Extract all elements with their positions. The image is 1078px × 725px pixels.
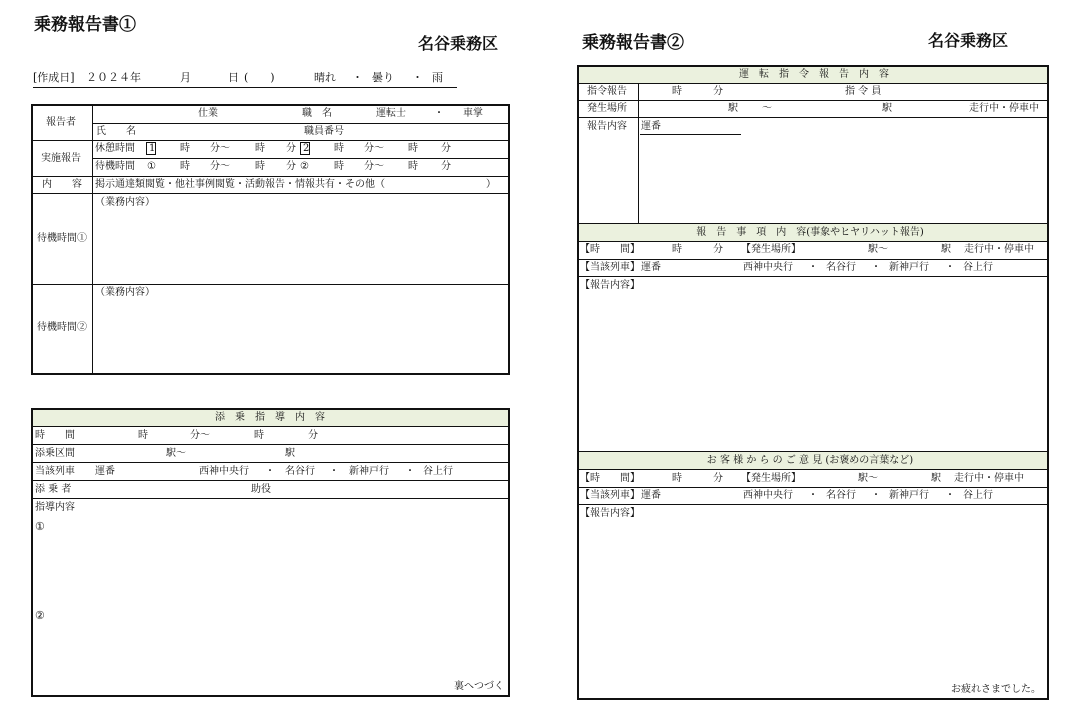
dest-sep: ・ [871, 490, 881, 501]
hour-unit: 時 [408, 143, 418, 154]
minute-unit: 分 [308, 430, 318, 441]
station-unit: 駅 [941, 244, 951, 255]
hour-unit: 時 [255, 143, 265, 154]
dest-sep: ・ [329, 466, 339, 477]
minute-unit: 分 [713, 244, 723, 255]
location-label: 発生場所 [587, 103, 627, 114]
closing-note: お疲れさまでした。 [951, 684, 1041, 695]
dest-seishin[interactable]: 西神中央行 [743, 490, 793, 501]
work-content-2: （業務内容） [95, 287, 155, 298]
shift-label: 仕業 [198, 108, 218, 119]
train-no-label: 運番 [95, 466, 115, 477]
date-label: [作成日] [33, 71, 75, 84]
hour-unit: 時 [334, 143, 344, 154]
hour-unit: 時 [180, 143, 190, 154]
weather-sep: ・ [352, 71, 363, 84]
dest-sep: ・ [871, 262, 881, 273]
command-content-label: 報告内容 [587, 121, 627, 132]
continue-note: 裏へつづく [454, 681, 504, 692]
station-unit: 駅 [728, 103, 738, 114]
station-unit: 駅 [285, 448, 295, 459]
weather-sunny[interactable]: 晴れ [314, 71, 336, 84]
hour-unit: 時 [138, 430, 148, 441]
implementation-label: 実施報告 [41, 153, 81, 164]
dest-tanigami[interactable]: 谷上行 [963, 490, 993, 501]
minute-unit: 分 [286, 161, 296, 172]
opinion-location-label: 【発生場所】 [741, 473, 801, 484]
dest-tanigami[interactable]: 谷上行 [423, 466, 453, 477]
dest-shinkobe[interactable]: 新神戸行 [889, 262, 929, 273]
running-status[interactable]: 走行中・停車中 [954, 473, 1024, 484]
minute-from-unit: 分～ [364, 143, 384, 154]
incident-content-label: 【報告内容】 [580, 280, 640, 291]
station-from-unit: 駅～ [858, 473, 878, 484]
reporter-label: 報告者 [46, 117, 76, 128]
job-label: 職 名 [302, 108, 332, 119]
hour-unit: 時 [254, 430, 264, 441]
dest-seishin[interactable]: 西神中央行 [743, 262, 793, 273]
minute-from-unit: 分～ [364, 161, 384, 172]
standby2-label: 待機時間② [37, 322, 87, 333]
weekday-field[interactable]: ( ) [244, 71, 275, 84]
hour-unit: 時 [672, 473, 682, 484]
header-underline [33, 87, 457, 88]
station-from-unit: 駅～ [868, 244, 888, 255]
opinion-train-label: 【当該列車】 [580, 490, 640, 501]
sheet1-title: 乗務報告書① [34, 15, 136, 35]
escort-time-label: 時 間 [35, 430, 75, 441]
break-num-1: 1 [149, 143, 156, 154]
minute-from-unit: 分～ [210, 161, 230, 172]
job-sep: ・ [434, 108, 444, 119]
minute-unit: 分 [441, 143, 451, 154]
year-field[interactable]: ２０２４年 [86, 71, 141, 84]
report-sheet-2 [577, 65, 1049, 700]
escort-table [31, 408, 510, 697]
escort-title: 添 乗 指 導 内 容 [215, 412, 325, 423]
minute-unit: 分 [441, 161, 451, 172]
sheet2-title: 乗務報告書② [582, 33, 684, 53]
hour-unit: 時 [408, 161, 418, 172]
train-no-label: 運番 [641, 121, 661, 132]
escort-train-label: 当該列車 [35, 466, 75, 477]
opinion-time-label: 【時 間】 [580, 473, 640, 484]
train-no-label: 運番 [641, 490, 661, 501]
weather-sep: ・ [412, 71, 423, 84]
hour-unit: 時 [334, 161, 344, 172]
running-status[interactable]: 走行中・停車中 [969, 103, 1039, 114]
station-from-unit: 駅～ [166, 448, 186, 459]
hour-unit: 時 [672, 86, 682, 97]
tilde: ～ [762, 103, 772, 114]
job-driver-option[interactable]: 運転士 [376, 108, 406, 119]
break-num-2: 2 [303, 143, 310, 154]
weather-cloudy[interactable]: 曇り [372, 71, 394, 84]
month-field[interactable]: 月 [180, 71, 191, 84]
dest-myodani[interactable]: 名谷行 [826, 262, 856, 273]
train-no-label: 運番 [641, 262, 661, 273]
standby-label: 待機時間 [95, 161, 135, 172]
command-title: 運 転 指 令 報 告 内 容 [739, 69, 889, 80]
running-status[interactable]: 走行中・停車中 [964, 244, 1034, 255]
weather-rain[interactable]: 雨 [432, 71, 443, 84]
escort-person-label: 添 乗 者 [35, 484, 72, 495]
staff-no-label: 職員番号 [304, 126, 344, 137]
content-label: 内 容 [42, 179, 82, 190]
minute-from-unit: 分～ [190, 430, 210, 441]
standby1-label: 待機時間① [37, 233, 87, 244]
station-unit: 駅 [882, 103, 892, 114]
opinion-title: お 客 様 か ら の ご 意 見 (お褒めの言葉など) [706, 455, 914, 466]
command-report-label: 指令報告 [587, 86, 627, 97]
incident-title: 報 告 事 項 内 容(事象やヒヤリハット報告) [696, 227, 924, 238]
dest-myodani[interactable]: 名谷行 [285, 466, 315, 477]
minute-unit: 分 [713, 86, 723, 97]
day-field[interactable]: 日 [228, 71, 239, 84]
guidance-label: 指導内容 [35, 502, 75, 513]
hour-unit: 時 [255, 161, 265, 172]
commander-label: 指 令 員 [845, 86, 882, 97]
work-content-1: （業務内容） [95, 197, 155, 208]
incident-train-label: 【当該列車】 [580, 262, 640, 273]
dest-sep: ・ [945, 262, 955, 273]
escort-section-label: 添乗区間 [35, 448, 75, 459]
hour-unit: 時 [672, 244, 682, 255]
sheet1-office: 名谷乗務区 [418, 34, 499, 53]
standby-num-1: ① [147, 161, 156, 172]
dest-myodani[interactable]: 名谷行 [826, 490, 856, 501]
opinion-content-label: 【報告内容】 [580, 508, 640, 519]
dest-shinkobe[interactable]: 新神戸行 [889, 490, 929, 501]
guidance-item-2: ② [35, 609, 45, 622]
content-close: ） [486, 179, 496, 190]
dest-sep: ・ [945, 490, 955, 501]
dest-sep: ・ [265, 466, 275, 477]
dest-sep: ・ [808, 262, 818, 273]
content-text: 掲示通達類閲覧・他社事例閲覧・活動報告・情報共有・その他（ [95, 179, 385, 190]
incident-time-label: 【時 間】 [580, 244, 640, 255]
incident-location-label: 【発生場所】 [741, 244, 801, 255]
minute-from-unit: 分～ [210, 143, 230, 154]
standby-num-2: ② [300, 161, 309, 172]
minute-unit: 分 [713, 473, 723, 484]
dest-tanigami[interactable]: 谷上行 [963, 262, 993, 273]
dest-sep: ・ [405, 466, 415, 477]
assistant-label: 助役 [251, 484, 271, 495]
job-conductor-option[interactable]: 車掌 [463, 108, 483, 119]
hour-unit: 時 [180, 161, 190, 172]
guidance-item-1: ① [35, 520, 45, 533]
station-unit: 駅 [931, 473, 941, 484]
minute-unit: 分 [286, 143, 296, 154]
break-label: 休憩時間 [95, 143, 135, 154]
dest-shinkobe[interactable]: 新神戸行 [349, 466, 389, 477]
sheet2-office: 名谷乗務区 [928, 31, 1009, 50]
name-label: 氏 名 [96, 126, 136, 137]
dest-seishin[interactable]: 西神中央行 [199, 466, 249, 477]
dest-sep: ・ [808, 490, 818, 501]
